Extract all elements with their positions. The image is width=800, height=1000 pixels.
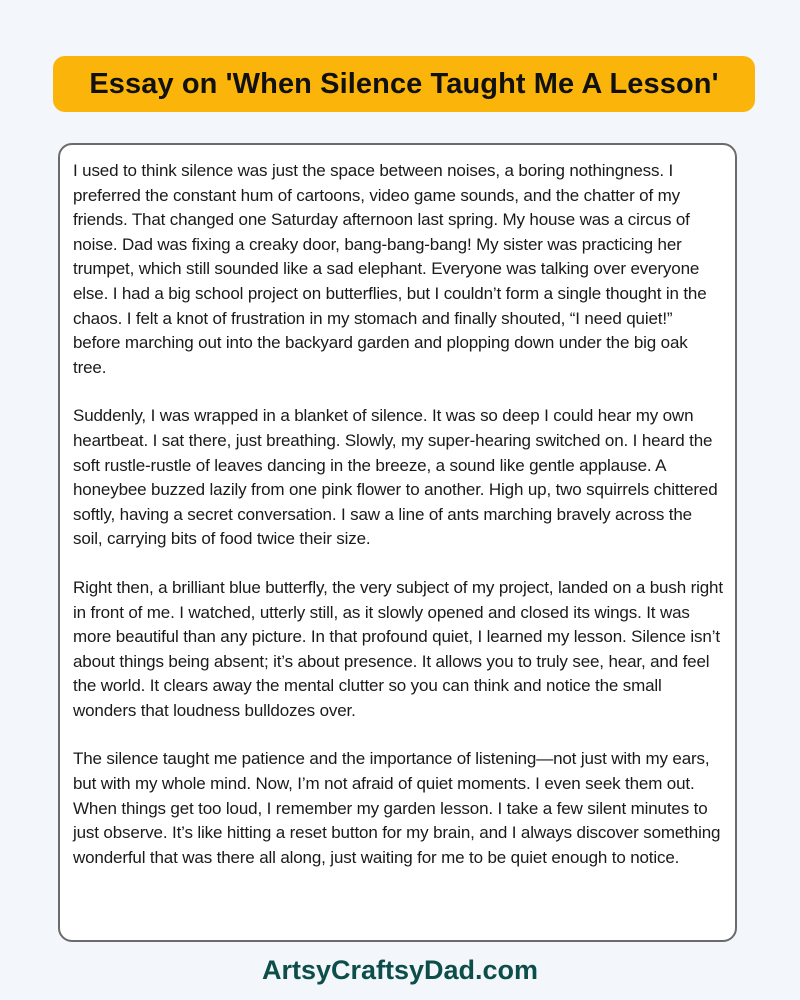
- page-title: Essay on 'When Silence Taught Me A Lesson': [89, 67, 719, 100]
- essay-paragraph-4: The silence taught me patience and the importance of listening—not just with my ears, but with my whole mind. Now, I’m not afraid of quiet moments. I even seek them out. When things get too loud, I remember my garden lesson. I take a few silent minutes to just observe. It’s like hitting a reset button for my brain, and I always discover something wonderful that was there all along, just waiting for me to be quiet enough to notice.: [73, 749, 721, 867]
- essay-paragraph-3: Right then, a brilliant blue butterfly, the very subject of my project, landed on a bush right in front of me. I watched, utterly still, as it slowly opened and closed its wings. It was more beautiful than any picture. In that profound quiet, I learned my lesson. Silence isn’t about things being absent; it’s about presence. It allows you to truly see, hear, and feel the world. It clears away the mental clutter so you can think and notice the small wonders that loudness bulldozes over.: [73, 577, 723, 720]
- essay-paragraph-2: Suddenly, I was wrapped in a blanket of silence. It was so deep I could hear my own heartbeat. I sat there, just breathing. Slowly, my super-hearing switched on. I heard the soft rustle-rustle of leaves dancing in the breeze, a sound like gentle applause. A honeybee buzzed lazily from one pink flower to another. High up, two squirrels chittered softly, having a secret conversation. I saw a line of ants marching bravely across the soil, carrying bits of food twice their size.: [73, 406, 718, 549]
- essay-container: [58, 143, 737, 942]
- site-watermark: ArtsyCraftsyDad.com: [261, 955, 539, 985]
- title-banner: [53, 56, 755, 112]
- essay-paragraph-1: I used to think silence was just the space between noises, a boring nothingness. I preferred the constant hum of cartoons, video game sounds, and the chatter of my friends. That changed one Saturday afternoon last spring. My house was a circus of noise. Dad was fixing a creaky door, bang-bang-bang! My sister was practicing her trumpet, which still sounded like a sad elephant. Everyone was talking over everyone else. I had a big school project on butterflies, but I couldn’t form a single thought in the chaos. I felt a knot of frustration in my stomach and finally shouted, “I need quiet!” before marching out into the backyard garden and plopping down under the big oak tree.: [73, 161, 707, 377]
